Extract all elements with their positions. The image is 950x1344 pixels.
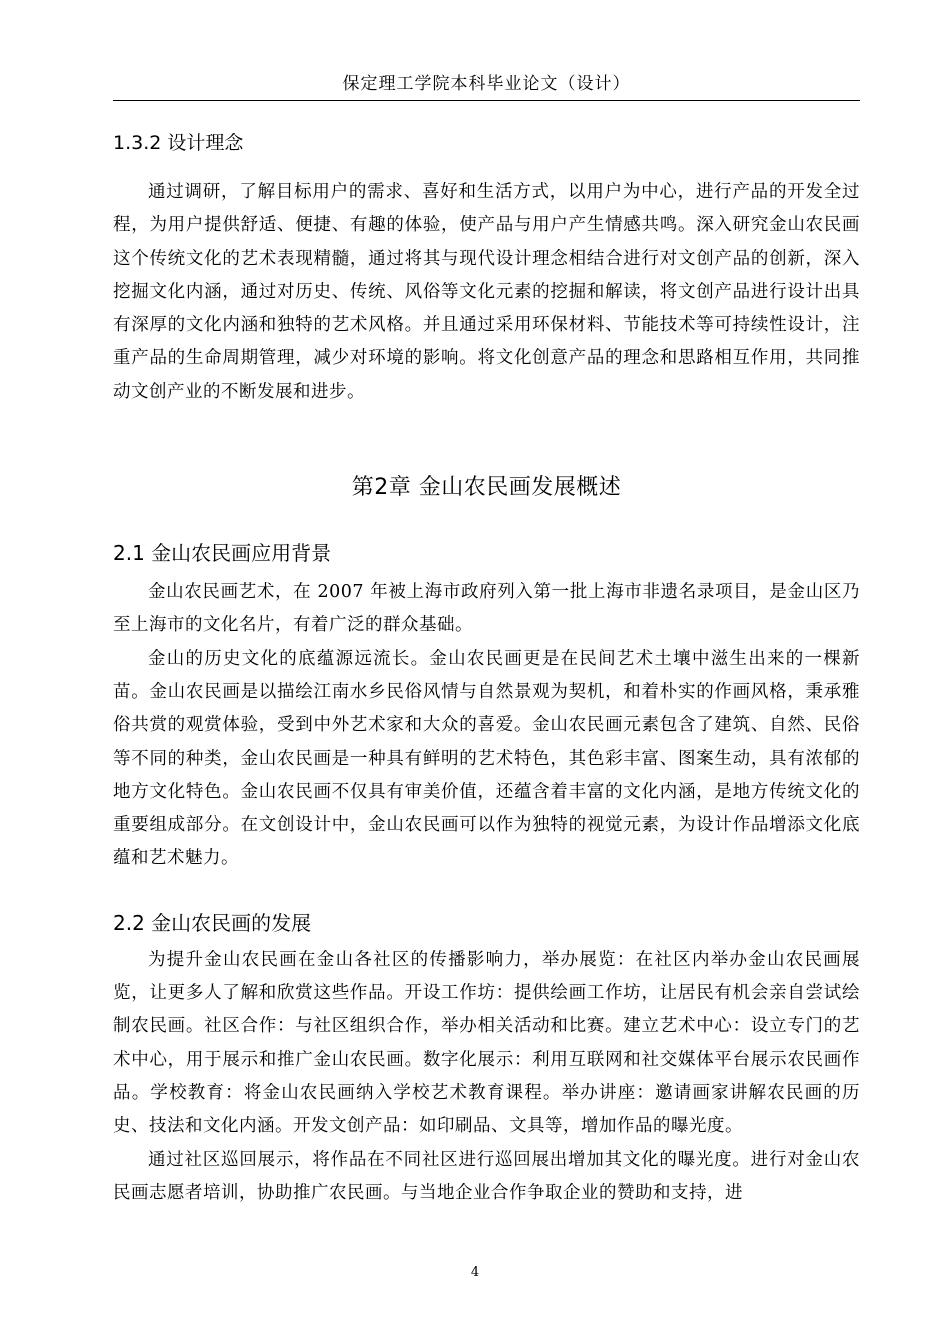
header-divider	[113, 100, 860, 101]
section-2-2-paragraph-2: 通过社区巡回展示，将作品在不同社区进行巡回展出增加其文化的曝光度。进行对金山农民画志愿者培训，协助推广农民画。与当地企业合作争取企业的赞助和支持，进	[113, 1149, 860, 1203]
section-2-1-paragraph-2: 金山的历史文化的底蕴源远流长。金山农民画更是在民间艺术土壤中滋生出来的一棵新苗。金山农民画是以描绘江南水乡民俗风情与自然景观为契机，和着朴实的作画风格，秉承雅俗共赏的观赏体验，受到中外艺术家和大众的喜爱。金山农民画元素包含了建筑、自然、民俗等不同的种类，金山农民画是一种具有鲜明的艺术特色，其色彩丰富、图案生动，具有浓郁的地方文化特色。金山农民画不仅具有审美价值，还蕴含着丰富的文化内涵，是地方传统文化的重要组成部分。在文创设计中，金山农民画可以作为独特的视觉元素，为设计作品增添文化底蕴和艺术魅力。	[113, 648, 860, 869]
page-number: 4	[470, 1265, 480, 1280]
section-2-2-heading: 2.2 金山农民画的发展	[113, 910, 312, 935]
page-body	[113, 120, 860, 1210]
section-2-1-paragraph-1: 金山农民画艺术，在 2007 年被上海市政府列入第一批上海市非遗名录项目，是金山区乃至上海市的文化名片，有着广泛的群众基础。	[113, 582, 860, 636]
section-2-1-heading: 2.1 金山农民画应用背景	[113, 541, 332, 566]
running-header: 保定理工学院本科毕业论文（设计）	[342, 74, 631, 94]
section-1-3-2-paragraph: 通过调研，了解目标用户的需求、喜好和生活方式，以用户为中心，进行产品的开发全过程，为用户提供舒适、便捷、有趣的体验，使产品与用户产生情感共鸣。深入研究金山农民画这个传统文化的艺术表现精髓，通过将其与现代设计理念相结合进行对文创产品的创新，深入挖掘文化内涵，通过对历史、传统、风俗等文化元素的挖掘和解读，将文创产品进行设计出具有深厚的文化内涵和独特的艺术风格。并且通过采用环保材料、节能技术等可持续性设计，注重产品的生命周期管理，减少对环境的影响。将文化创意产品的理念和思路相互作用，共同推动文创产业的不断发展和进步。	[113, 182, 860, 402]
section-1-3-2-heading: 1.3.2 设计理念	[113, 132, 244, 154]
section-2-2-paragraph-1: 为提升金山农民画在金山各社区的传播影响力，举办展览：在社区内举办金山农民画展览，让更多人了解和欣赏这些作品。开设工作坊：提供绘画工作坊，让居民有机会亲自尝试绘制农民画。社区合作：与社区组织合作，举办相关活动和比赛。建立艺术中心：设立专门的艺术中心，用于展示和推广金山农民画。数字化展示：利用互联网和社交媒体平台展示农民画作品。学校教育：将金山农民画纳入学校艺术教育课程。举办讲座：邀请画家讲解农民画的历史、技法和文化内涵。开发文创产品：如印刷品、文具等，增加作品的曝光度。	[113, 949, 860, 1137]
chapter-2-title: 第2章 金山农民画发展概述	[351, 475, 622, 501]
